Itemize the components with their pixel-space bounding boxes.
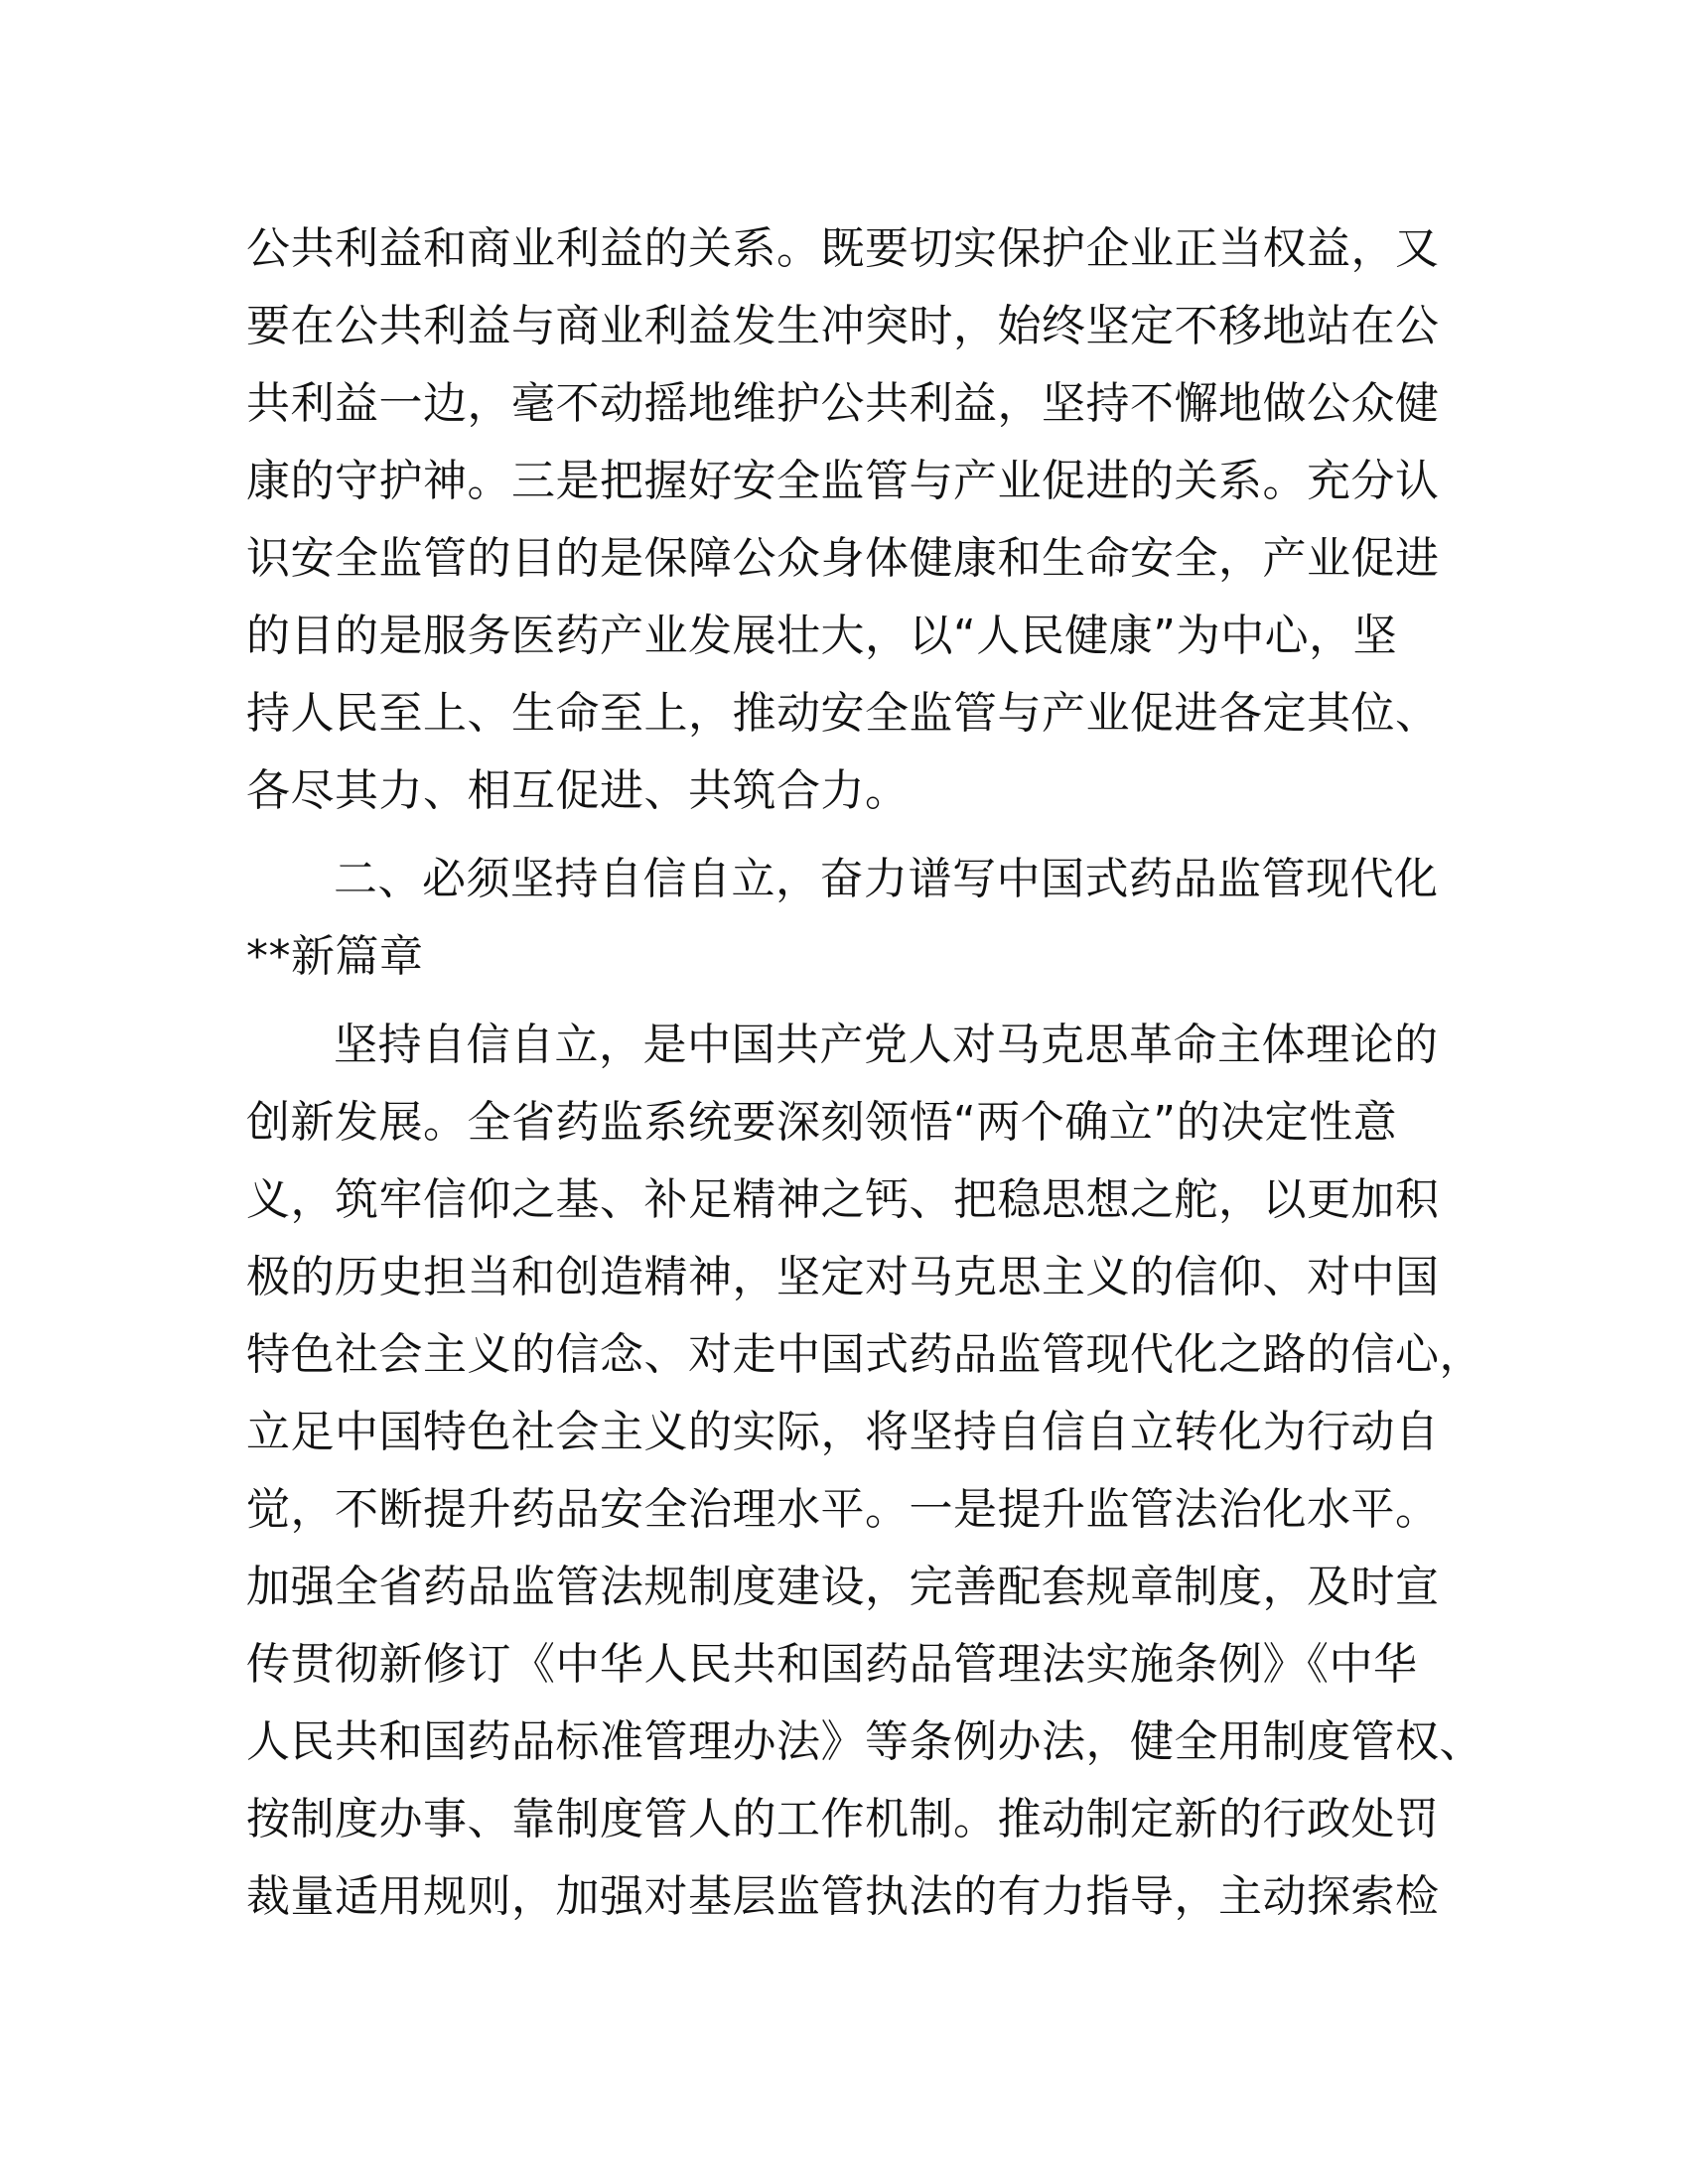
paragraph-line: 人民共和国药品标准管理办法》等条例办法，健全用制度管权、 bbox=[246, 1716, 1483, 1767]
paragraph-line: 传贯彻新修订《中华人民共和国药品管理法实施条例》《中华 bbox=[246, 1639, 1418, 1690]
paragraph-line: 识安全监管的目的是保障公众身体健康和生命安全，产业促进 bbox=[246, 533, 1440, 584]
paragraph-line: 裁量适用规则，加强对基层监管执法的有力指导，主动探索检 bbox=[246, 1871, 1440, 1922]
paragraph-line: 按制度办事、靠制度管人的工作机制。推动制定新的行政处罚 bbox=[246, 1794, 1440, 1844]
paragraph-line: 创新发展。全省药监系统要深刻领悟“两个确立”的决定性意 bbox=[246, 1097, 1398, 1148]
paragraph-line: 极的历史担当和创造精神，坚定对马克思主义的信仰、对中国 bbox=[246, 1252, 1440, 1302]
section-heading-continuation: **新篇章 bbox=[246, 931, 424, 982]
paragraph-line: 立足中国特色社会主义的实际，将坚持自信自立转化为行动自 bbox=[246, 1407, 1440, 1457]
section-heading: 二、必须坚持自信自立，奋力谱写中国式药品监管现代化 bbox=[334, 854, 1439, 904]
paragraph-line: 加强全省药品监管法规制度建设，完善配套规章制度，及时宣 bbox=[246, 1562, 1440, 1612]
paragraph-line: 共利益一边，毫不动摇地维护公共利益，坚持不懈地做公众健 bbox=[246, 378, 1440, 429]
paragraph-line: 康的守护神。三是把握好安全监管与产业促进的关系。充分认 bbox=[246, 456, 1440, 506]
paragraph-first-line: 坚持自信自立，是中国共产党人对马克思革命主体理论的 bbox=[334, 1020, 1439, 1070]
paragraph-line: 的目的是服务医药产业发展壮大，以“人民健康”为中心，坚 bbox=[246, 611, 1398, 661]
paragraph-line: 各尽其力、相互促进、共筑合力。 bbox=[246, 765, 910, 816]
paragraph-line: 特色社会主义的信念、对走中国式药品监管现代化之路的信心， bbox=[246, 1329, 1483, 1380]
paragraph-line: 公共利益和商业利益的关系。既要切实保护企业正当权益，又 bbox=[246, 223, 1440, 274]
paragraph-line: 持人民至上、生命至上，推动安全监管与产业促进各定其位、 bbox=[246, 688, 1440, 739]
paragraph-line: 要在公共利益与商业利益发生冲突时，始终坚定不移地站在公 bbox=[246, 301, 1440, 351]
paragraph-line: 义，筑牢信仰之基、补足精神之钙、把稳思想之舵，以更加积 bbox=[246, 1174, 1440, 1225]
paragraph-line: 觉，不断提升药品安全治理水平。一是提升监管法治化水平。 bbox=[246, 1484, 1440, 1535]
